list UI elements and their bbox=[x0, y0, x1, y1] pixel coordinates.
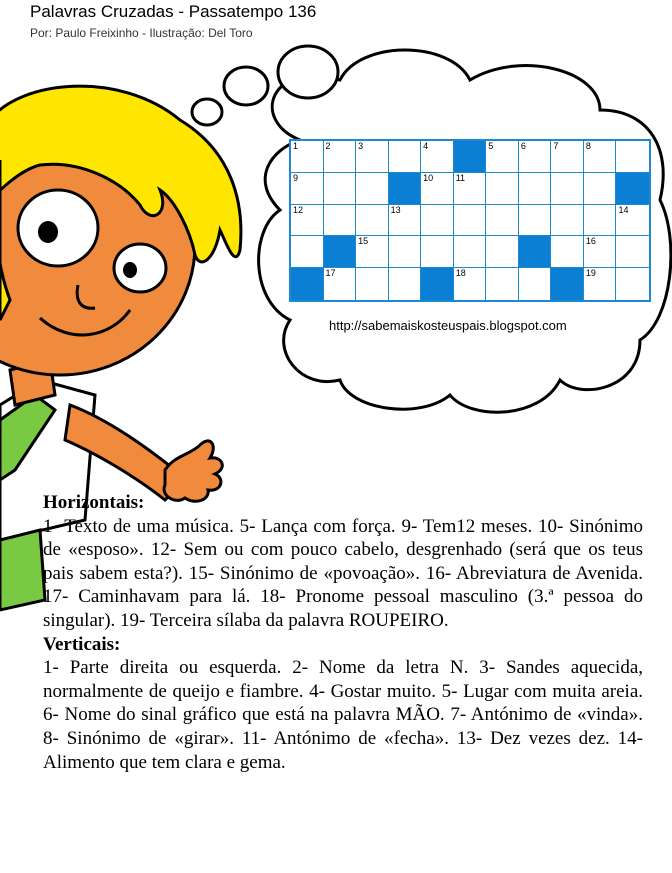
horizontal-heading: Horizontais: bbox=[43, 492, 145, 513]
grid-cell[interactable] bbox=[356, 205, 389, 237]
grid-block bbox=[324, 236, 357, 268]
page-title: Palavras Cruzadas - Passatempo 136 bbox=[30, 2, 317, 21]
grid-cell[interactable] bbox=[324, 205, 357, 237]
grid-cell[interactable] bbox=[356, 268, 389, 300]
clue-number: 15 bbox=[358, 236, 369, 247]
clue-number: 7 bbox=[553, 141, 559, 151]
grid-cell[interactable] bbox=[584, 141, 617, 173]
grid-cell[interactable] bbox=[324, 268, 357, 300]
vertical-heading: Verticais: bbox=[43, 633, 121, 655]
clue-number: 8 bbox=[585, 141, 591, 151]
grid-cell[interactable] bbox=[389, 205, 422, 237]
clue-number: 3 bbox=[358, 141, 364, 151]
author-credit: Por: Paulo Freixinho - Ilustração: Del Toro bbox=[30, 26, 253, 40]
grid-block bbox=[454, 141, 487, 173]
grid-cell[interactable] bbox=[519, 268, 552, 300]
blog-url: http://sabemaiskosteuspais.blogspot.com bbox=[329, 318, 567, 333]
clue-number: 2 bbox=[325, 141, 331, 151]
grid-cell[interactable] bbox=[291, 173, 324, 205]
grid-cell[interactable] bbox=[324, 173, 357, 205]
grid-cell[interactable] bbox=[454, 173, 487, 205]
grid-cell[interactable] bbox=[389, 268, 422, 300]
grid-cell[interactable] bbox=[519, 141, 552, 173]
grid-cell[interactable] bbox=[551, 141, 584, 173]
grid-cell[interactable] bbox=[454, 268, 487, 300]
vertical-clues: 1- Parte direita ou esquerda. 2- Nome da letra N. 3- Sandes aquecida, normalmente de queijo e fiambre. 4- Gostar muito. 5- Lugar com muita areia. 6- Nome do sinal gráfico que está na palavra MÃO. 7- Antónimo de «vinda». 8- Sinónimo de «girar». 11- Antónimo de «fecha». 13- Dez vezes dez. 14- Alimento que tem clara e gema. bbox=[43, 657, 643, 773]
grid-cell[interactable] bbox=[584, 205, 617, 237]
grid-cell[interactable] bbox=[389, 236, 422, 268]
clue-number: 14 bbox=[618, 204, 629, 215]
clue-number: 16 bbox=[585, 236, 596, 247]
grid-cell[interactable] bbox=[454, 205, 487, 237]
grid-cell[interactable] bbox=[291, 236, 324, 268]
clue-number: 6 bbox=[520, 141, 526, 151]
grid-block bbox=[291, 268, 324, 300]
grid-cell[interactable] bbox=[486, 173, 519, 205]
grid-cell[interactable] bbox=[616, 268, 649, 300]
grid-cell[interactable] bbox=[519, 173, 552, 205]
clue-number: 18 bbox=[455, 268, 466, 279]
clue-number: 13 bbox=[390, 204, 401, 215]
grid-cell[interactable] bbox=[584, 173, 617, 205]
grid-cell[interactable] bbox=[356, 236, 389, 268]
grid-block bbox=[421, 268, 454, 300]
grid-cell[interactable] bbox=[519, 205, 552, 237]
grid-cell[interactable] bbox=[421, 141, 454, 173]
clue-number: 11 bbox=[455, 172, 466, 183]
clue-number: 10 bbox=[423, 172, 434, 183]
grid-cell[interactable] bbox=[454, 236, 487, 268]
grid-cell[interactable] bbox=[486, 141, 519, 173]
grid-block bbox=[519, 236, 552, 268]
clues-panel bbox=[43, 491, 643, 774]
clue-number: 9 bbox=[293, 172, 299, 183]
horizontal-clues: 1- Texto de uma música. 5- Lança com força. 9- Tem12 meses. 10- Sinónimo de «esposo». 12- Sem ou com pouco cabelo, desgrenhado (será que os teus pais sabem esta?). 15- Sinónimo de «povoação». 16- Abreviatura de Avenida. 17- Caminhavam para lá. 18- Pronome pessoal masculino (3.ª pessoa do singular). 19- Terceira sílaba da palavra ROUPEIRO. bbox=[43, 515, 643, 631]
grid-cell[interactable] bbox=[421, 173, 454, 205]
grid-cell[interactable] bbox=[421, 205, 454, 237]
crossword-grid bbox=[289, 139, 651, 302]
clue-number: 17 bbox=[325, 268, 336, 279]
clue-number: 12 bbox=[293, 204, 304, 215]
grid-cell[interactable] bbox=[324, 141, 357, 173]
grid-cell[interactable] bbox=[486, 268, 519, 300]
grid-block bbox=[389, 173, 422, 205]
clue-number: 19 bbox=[585, 268, 596, 279]
grid-cell[interactable] bbox=[584, 236, 617, 268]
grid-cell[interactable] bbox=[551, 173, 584, 205]
clue-number: 1 bbox=[293, 141, 299, 151]
grid-cell[interactable] bbox=[291, 141, 324, 173]
grid-cell[interactable] bbox=[616, 236, 649, 268]
grid-cell[interactable] bbox=[551, 205, 584, 237]
grid-cell[interactable] bbox=[616, 205, 649, 237]
grid-cell[interactable] bbox=[551, 236, 584, 268]
grid-block bbox=[551, 268, 584, 300]
grid-cell[interactable] bbox=[421, 236, 454, 268]
clue-number: 4 bbox=[423, 141, 429, 151]
grid-cell[interactable] bbox=[389, 141, 422, 173]
grid-cell[interactable] bbox=[486, 205, 519, 237]
grid-cell[interactable] bbox=[616, 141, 649, 173]
grid-cell[interactable] bbox=[356, 173, 389, 205]
grid-block bbox=[616, 173, 649, 205]
grid-cell[interactable] bbox=[584, 268, 617, 300]
clue-number: 5 bbox=[488, 141, 494, 151]
grid-cell[interactable] bbox=[486, 236, 519, 268]
grid-cell[interactable] bbox=[356, 141, 389, 173]
grid-cell[interactable] bbox=[291, 205, 324, 237]
